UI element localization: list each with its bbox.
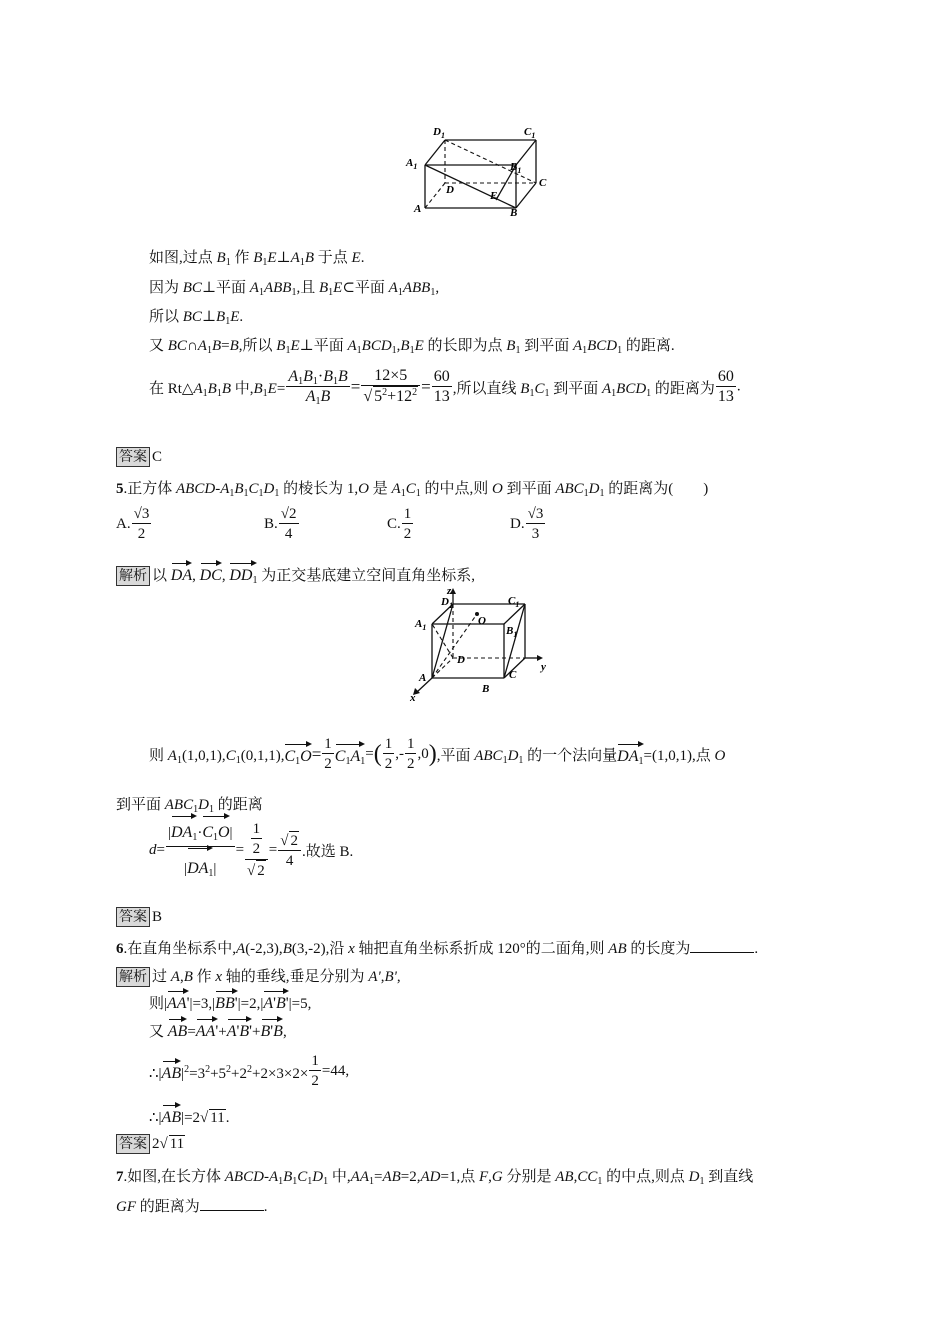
cuboid-figure bbox=[400, 120, 550, 220]
p4-answer: 答案 C bbox=[116, 447, 162, 467]
q6-answer: 答案 2√ 11 bbox=[116, 1134, 185, 1154]
label-E: E bbox=[490, 190, 498, 202]
label-C: C bbox=[509, 669, 517, 681]
q6-analysis-l4: $\therefore|AB|^2=3^2+5^2+2^2+2\times 3\times 2\times$ $\frac{1}{2}$ =44, bbox=[149, 1053, 350, 1089]
label-B: B bbox=[482, 683, 490, 695]
q7-stem2: GF 的距离为 . bbox=[116, 1199, 268, 1215]
label-D1: $D_1$ bbox=[441, 596, 453, 610]
label-B1: $B_1$ bbox=[506, 625, 518, 639]
q6-analysis-l5: ∴|AB|=2√ 11. bbox=[149, 1104, 230, 1127]
frac-a1b1-b1b: $\frac{A_1B_1\cdot B_1B}{A_1B}$ bbox=[288, 367, 348, 407]
p4-line1: 如图,过点 $B_1$ 作 $B_1E\perp A_1B$ 于点 E. bbox=[149, 250, 365, 268]
label-C1: $C_1$ bbox=[524, 126, 536, 140]
q7-stem1: 7.如图,在长方体 ABCD-$A_1B_1C_1D_1$ 中$,AA_1=AB=2,AD=1$,点 F,G 分别是 $AB,CC_1$ 的中点,则点 $D_1$ 到直线 bbox=[116, 1169, 754, 1187]
label-O: O bbox=[478, 615, 486, 627]
q6-analysis-l1: 解析 过 A,B 作 x 轴的垂线,垂足分别为 A',B', bbox=[116, 965, 401, 987]
label-B: B bbox=[510, 207, 518, 219]
analysis-tag: 解析 bbox=[116, 967, 150, 987]
label-C1: $C_1$ bbox=[508, 595, 520, 609]
q5-option-d[interactable]: D. $\frac{√3}{3}$ bbox=[510, 506, 544, 542]
frac-60-13: $\frac{60}{13}$ bbox=[433, 367, 450, 405]
q5-answer: 答案 B bbox=[116, 907, 162, 927]
answer-tag: 答案 bbox=[116, 1134, 150, 1154]
label-D1: $D_1$ bbox=[433, 126, 445, 140]
q5-distance-formula: d= $\frac{|DA_1\cdot C_1O|}{|DA_1|}$ = $\frac{\frac{1}{2}}{√ 2}$ = $\frac{√ 2}{4}$ .故选 B. bbox=[149, 815, 353, 901]
axis-x-label: x bbox=[410, 692, 416, 703]
axis-z-label: z bbox=[447, 588, 452, 597]
cube-figure bbox=[405, 588, 555, 703]
answer-tag: 答案 bbox=[116, 907, 150, 927]
q5-option-b[interactable]: B. $\frac{√2}{4}$ bbox=[264, 506, 297, 542]
answer-blank[interactable] bbox=[690, 940, 754, 953]
q5-option-c[interactable]: C. $\frac{1}{2}$ bbox=[387, 506, 412, 542]
label-B1: $B_1$ bbox=[510, 161, 522, 175]
p4-line4: 又 $BC\cap A_1B=B$,所以 $B_1E\perp$平面 $A_1BCD_1,B_1E$ 的长即为点 $B_1$ 到平面 $A_1BCD_1$ 的距离. bbox=[149, 338, 675, 356]
q5-coord-line2: 到平面 $ABC_1D_1$ 的距离 bbox=[116, 797, 263, 815]
label-A: A bbox=[414, 203, 422, 215]
q6-stem: 6.在直角坐标系中,A(-2,3),B(3,-2),沿 x 轴把直角坐标系折成 120°的二面角,则 AB 的长度为 . bbox=[116, 941, 759, 957]
analysis-tag: 解析 bbox=[116, 566, 150, 586]
label-D: D bbox=[457, 654, 465, 666]
label-D: D bbox=[446, 184, 454, 196]
label-C: C bbox=[539, 177, 547, 189]
axis-y-label: y bbox=[541, 661, 546, 673]
q6-analysis-l2: 则|AA'|=3,|BB'|=2,|A'B'|=5, bbox=[149, 990, 311, 1013]
answer-tag: 答案 bbox=[116, 447, 150, 467]
q6-analysis-l3: 又 AB=AA'+A'B'+B'B, bbox=[149, 1018, 287, 1041]
q5-coord-line: 则 $A_1(1,0,1),C_1(0,1,1),C_1O=$ $\frac{1}{2}$ $C_1A_1=$( $\frac{1}{2}$ ,- $\frac{1}{2}$ ,0),平面 $ABC_1D_1$ 的一个法向量$DA_1=(1,0,1)$,点 O bbox=[149, 736, 726, 772]
q5-stem: 5.正方体 ABCD-$A_1B_1C_1D_1$ 的棱长为 1,O 是 $A_1C_1$ 的中点,则 O 到平面 $ABC_1D_1$ 的距离为( ) bbox=[116, 481, 709, 499]
frac-12x5: $\frac{12\times 5}{√ 5^2+12^2}$ bbox=[361, 367, 420, 407]
p4-line3: 所以 $BC\perp B_1E$. bbox=[149, 309, 244, 327]
frac-answer-60-13: $\frac{60}{13}$ bbox=[717, 367, 734, 405]
p4-line5: 在 $Rt\triangle A_1B_1B$ 中$,B_1E=$ $\frac{A_1B_1\cdot B_1B}{A_1B}$ = $\frac{12\times 5}{√ 5^2+12^2}$ = $\frac{60}{13}$ ,所以直线 $B_1C_1$ 到平面 $A_1BCD_1$ 的距离为 $\frac{60}{13}$ . bbox=[149, 367, 741, 407]
label-A1: $A_1$ bbox=[415, 618, 427, 632]
p4-line2: 因为 BC⊥平面 $A_1ABB_1$,且 $B_1E\subset$平面 $A_1ABB_1$, bbox=[149, 280, 440, 298]
answer-blank[interactable] bbox=[200, 1198, 264, 1211]
q5-option-a[interactable]: A. $\frac{√3}{2}$ bbox=[116, 506, 150, 542]
q5-analysis-intro: 解析 以 DA, DC, $DD_1$ 为正交基底建立空间直角坐标系, bbox=[116, 562, 475, 586]
label-A1: $A_1$ bbox=[406, 157, 418, 171]
label-A: A bbox=[419, 672, 427, 684]
